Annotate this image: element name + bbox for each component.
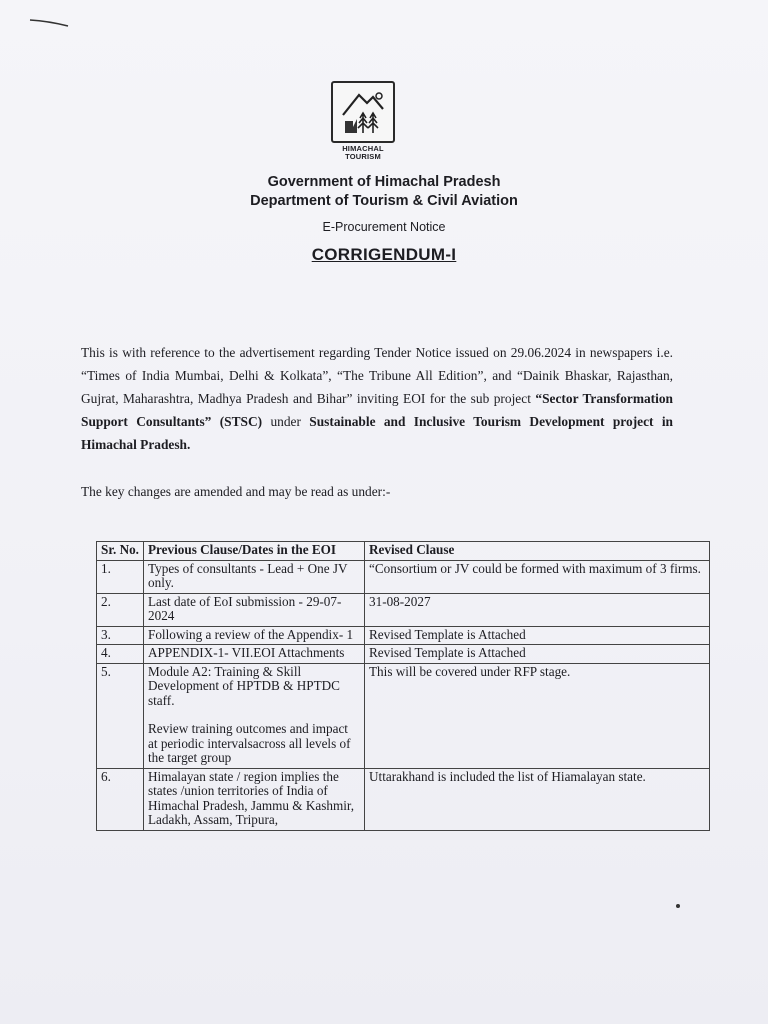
- ink-dot: [676, 904, 680, 908]
- table-row: [97, 593, 710, 626]
- row-sr: 6.: [97, 768, 144, 830]
- table-row: [97, 560, 710, 593]
- row-revised: 31-08-2027: [365, 593, 710, 626]
- intro-text-1: This is with reference to the advertisement regarding Tender Notice issued on 29.06.2024 in newspapers i.e. “Times of India Mumbai, Delhi & Kolkata”, “The Tribune All Edition”, and “Dainik Bhaskar, Rajasthan, Gujrat, Maharashtra, Madhya Pradesh and Bihar” inviting EOI for the sub project: [81, 345, 673, 406]
- row-sr: 2.: [97, 593, 144, 626]
- himachal-tourism-logo: [331, 81, 395, 163]
- row-previous-extra: Review training outcomes and impact at periodic intervalsacross all levels of the target group: [148, 721, 351, 765]
- row-previous: APPENDIX-1- VII.EOI Attachments: [144, 645, 365, 664]
- staple-mark: [28, 18, 72, 28]
- row-sr: 4.: [97, 645, 144, 664]
- intro-text-2: under: [262, 414, 310, 429]
- row-previous: Himalayan state / region implies the states /union territories of India of Himachal Pradesh, Jammu & Kashmir, Ladakh, Assam, Tripura,: [144, 768, 365, 830]
- logo-text: [331, 145, 395, 161]
- header-revised-clause: Revised Clause: [365, 542, 710, 561]
- department-name: Department of Tourism & Civil Aviation: [250, 193, 518, 209]
- logo-line2: TOURISM: [345, 152, 381, 161]
- table-row: [97, 663, 710, 768]
- table-header-row: [97, 542, 710, 561]
- intro-bold-project: “Sector Transformation Support Consultants” (STSC): [81, 391, 673, 429]
- row-revised: Revised Template is Attached: [365, 626, 710, 645]
- government-name: Government of Himachal Pradesh: [267, 174, 501, 190]
- row-sr: 1.: [97, 560, 144, 593]
- row-sr: 5.: [97, 663, 144, 768]
- row-revised: Uttarakhand is included the list of Hiamalayan state.: [365, 768, 710, 830]
- table-row: [97, 645, 710, 664]
- intro-bold-program: Sustainable and Inclusive Tourism Development project in Himachal Pradesh.: [81, 414, 673, 452]
- government-header: [0, 173, 768, 211]
- notice-type: E-Procurement Notice: [322, 220, 446, 234]
- key-changes-line: The key changes are amended and may be read as under:-: [81, 484, 391, 499]
- row-previous: Last date of EoI submission - 29-07-2024: [144, 593, 365, 626]
- table-row: [97, 626, 710, 645]
- row-sr: 3.: [97, 626, 144, 645]
- row-previous: Following a review of the Appendix- 1: [144, 626, 365, 645]
- logo-line1: HIMACHAL: [342, 144, 384, 153]
- row-revised: This will be covered under RFP stage.: [365, 663, 710, 768]
- row-previous: Types of consultants - Lead + One JV only.: [144, 560, 365, 593]
- row-revised: “Consortium or JV could be formed with maximum of 3 firms.: [365, 560, 710, 593]
- row-previous-main: Module A2: Training & Skill Development of HPTDB & HPTDC staff.: [148, 663, 340, 708]
- header-sr-no: Sr. No.: [97, 542, 144, 561]
- changes-table: [96, 541, 710, 831]
- table-row: [97, 768, 710, 830]
- row-revised: Revised Template is Attached: [365, 645, 710, 664]
- document-title: CORRIGENDUM-I: [311, 245, 457, 264]
- logo-emblem-icon: [331, 81, 395, 143]
- header-previous-clause: Previous Clause/Dates in the EOI: [144, 542, 365, 561]
- row-previous: [144, 663, 365, 768]
- intro-paragraph: [81, 341, 673, 456]
